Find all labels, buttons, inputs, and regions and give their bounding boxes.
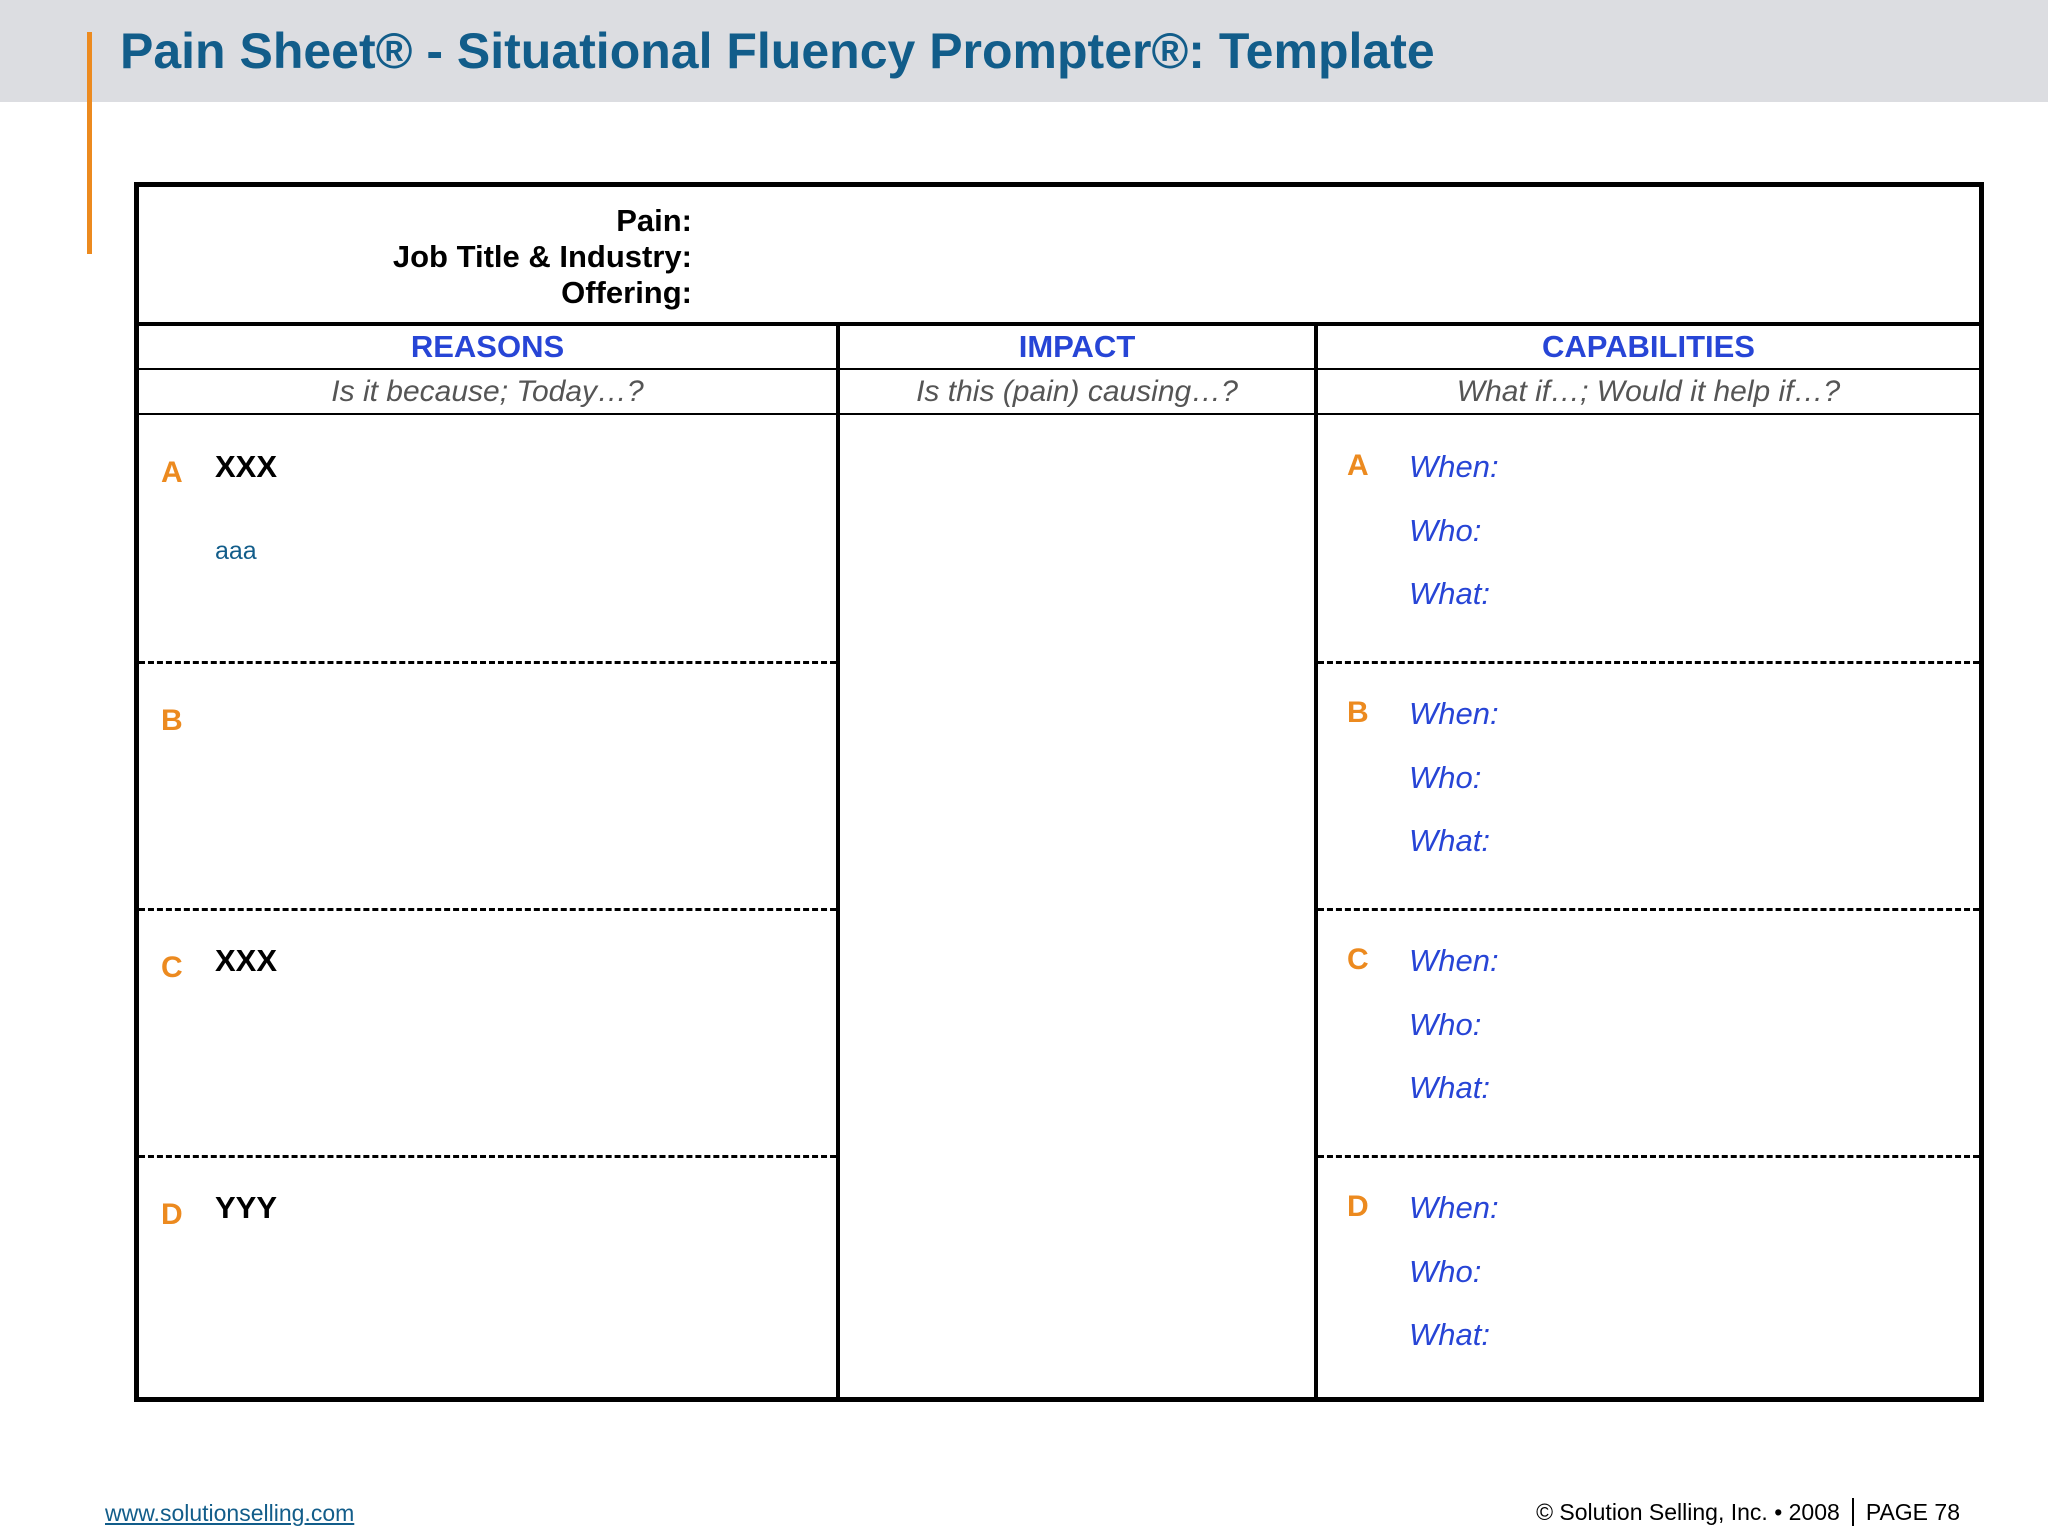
capability-when: When: (1409, 449, 1499, 484)
row-separator (139, 661, 836, 664)
reasons-heading: REASONS (139, 326, 836, 370)
reason-letter: B (161, 704, 183, 737)
row-separator (1318, 661, 1979, 664)
capability-when: When: (1409, 943, 1499, 978)
impact-prompt: Is this (pain) causing…? (840, 370, 1314, 415)
capability-when: When: (1409, 1190, 1499, 1225)
capability-what: What: (1409, 1317, 1490, 1352)
reason-title: XXX (215, 449, 278, 484)
reason-letter: D (161, 1198, 183, 1231)
row-separator (139, 908, 836, 911)
job-title-industry-label: Job Title & Industry: (392, 239, 692, 274)
capability-what: What: (1409, 823, 1490, 858)
pain-label: Pain: (616, 203, 692, 238)
column-divider-reasons-impact (836, 326, 840, 1397)
footer-separator (1852, 1498, 1854, 1526)
reason-note: aaa (215, 537, 257, 565)
capabilities-prompt: What if…; Would it help if…? (1318, 370, 1979, 415)
row-separator (1318, 908, 1979, 911)
capability-who: Who: (1409, 1254, 1482, 1289)
reasons-prompt: Is it because; Today…? (139, 370, 836, 415)
capability-letter: B (1347, 696, 1369, 729)
capability-letter: A (1347, 449, 1369, 482)
capability-letter: D (1347, 1190, 1369, 1223)
header-labels (393, 203, 692, 311)
row-separator (1318, 1155, 1979, 1158)
reason-letter: C (161, 951, 183, 984)
row-separator (139, 1155, 836, 1158)
reason-letter: A (161, 456, 183, 489)
capability-who: Who: (1409, 513, 1482, 548)
impact-heading: IMPACT (840, 326, 1314, 370)
pain-sheet-table (134, 182, 1984, 1402)
footer-info (1536, 1498, 1960, 1526)
website-link[interactable]: www.solutionselling.com (105, 1500, 355, 1526)
capability-letter: C (1347, 943, 1369, 976)
capabilities-heading: CAPABILITIES (1318, 326, 1979, 370)
page-title: Pain Sheet® - Situational Fluency Prompter®: Template (120, 23, 1435, 79)
column-divider-impact-capabilities (1314, 326, 1318, 1397)
copyright-text: © Solution Selling, Inc. • 2008 (1536, 1498, 1840, 1525)
capability-who: Who: (1409, 1007, 1482, 1042)
capability-when: When: (1409, 696, 1499, 731)
page-number: PAGE 78 (1865, 1498, 1960, 1525)
capability-who: Who: (1409, 760, 1482, 795)
reason-title: XXX (215, 943, 278, 978)
capability-what: What: (1409, 576, 1490, 611)
offering-label: Offering: (561, 275, 692, 310)
orange-accent-bar (87, 32, 92, 254)
capability-what: What: (1409, 1070, 1490, 1105)
reason-title: YYY (215, 1190, 278, 1225)
sheet-header (139, 187, 1979, 326)
